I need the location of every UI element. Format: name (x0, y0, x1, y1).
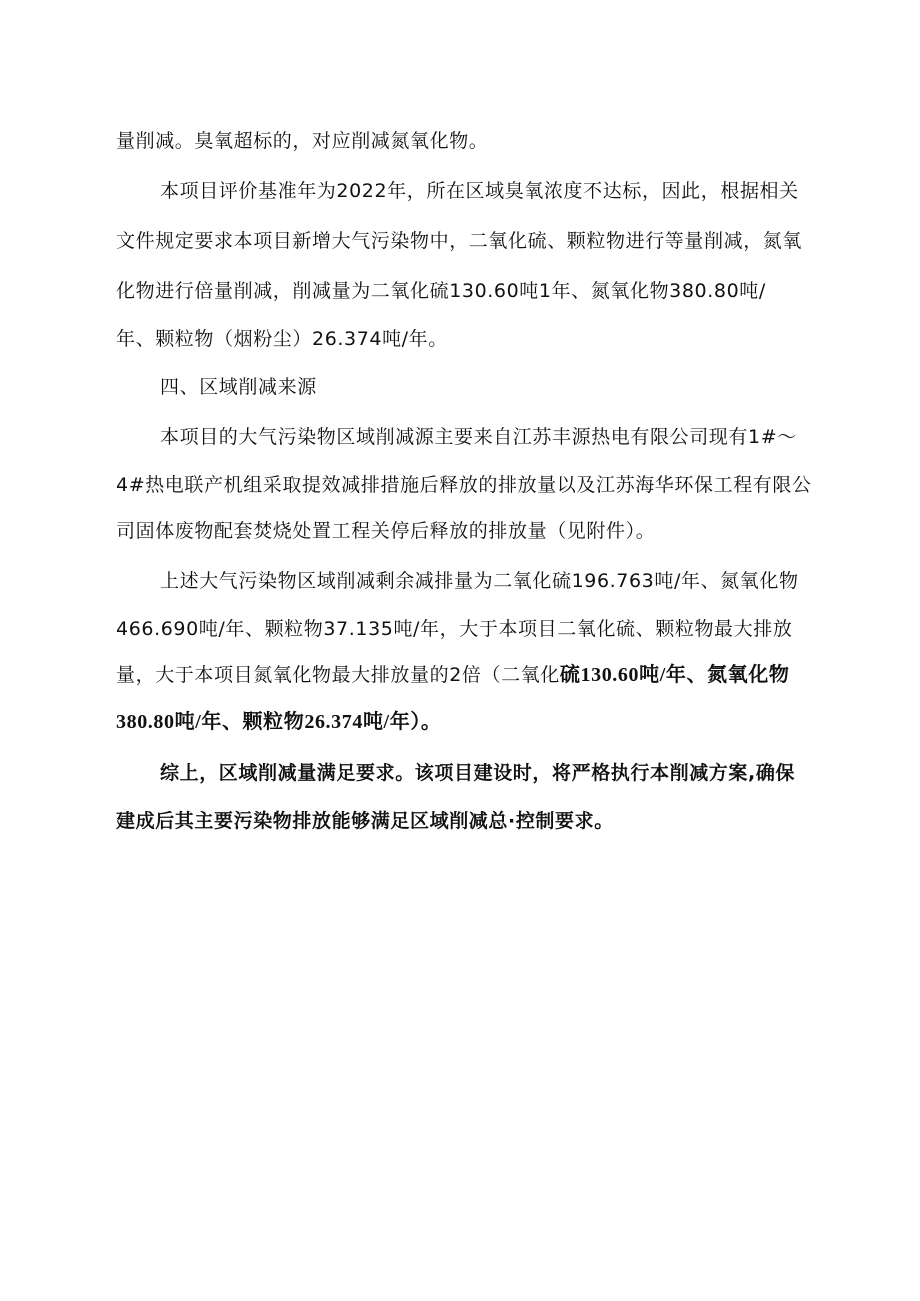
paragraph-4-line-3-normal: 量，大于本项目氮氧化物最大排放量的2倍（二氧化 (116, 664, 560, 686)
paragraph-4-line-3 (116, 660, 789, 690)
section-heading-4: 四、区域削减来源 (160, 376, 317, 398)
paragraph-4-line-1: 上述大气污染物区域削减剩余减排量为二氧化硫196.763吨/年、氮氧化物 (160, 570, 799, 592)
paragraph-3-line-1: 本项目的大气污染物区域削减源主要来自江苏丰源热电有限公司现有1#～ (160, 426, 797, 448)
paragraph-3-line-3: 司固体废物配套焚烧处置工程关停后释放的排放量（见附件）。 (116, 520, 656, 542)
paragraph-4-line-3-bold: 硫130.60吨/年、氮氧化物 (559, 664, 790, 686)
paragraph-5-line-2: 建成后其主要污染物排放能够满足区域削减总·控制要求。 (116, 810, 614, 832)
paragraph-2-line-3: 化物进行倍量削减，削减量为二氧化硫130.60吨1年、氮氧化物380.80吨/ (116, 280, 766, 302)
paragraph-4-line-4: 380.80吨/年、颗粒物26.374吨/年）。 (116, 711, 442, 733)
paragraph-5-line-1: 综上，区域削减量满足要求。该项目建设时，将严格执行本削减方案,确保 (160, 762, 796, 784)
paragraph-1-line-1: 量削减。臭氧超标的，对应削减氮氧化物。 (116, 130, 489, 152)
paragraph-2-line-4: 年、颗粒物（烟粉尘）26.374吨/年。 (116, 328, 448, 350)
paragraph-3-line-2: 4#热电联产机组采取提效减排措施后释放的排放量以及江苏海华环保工程有限公 (116, 474, 812, 496)
paragraph-4-line-2: 466.690吨/年、颗粒物37.135吨/年，大于本项目二氧化硫、颗粒物最大排放 (116, 618, 793, 640)
paragraph-2-line-1: 本项目评价基准年为2022年，所在区域臭氧浓度不达标，因此，根据相关 (160, 180, 799, 202)
paragraph-2-line-2: 文件规定要求本项目新增大气污染物中，二氧化硫、颗粒物进行等量削减，氮氧 (116, 230, 803, 252)
